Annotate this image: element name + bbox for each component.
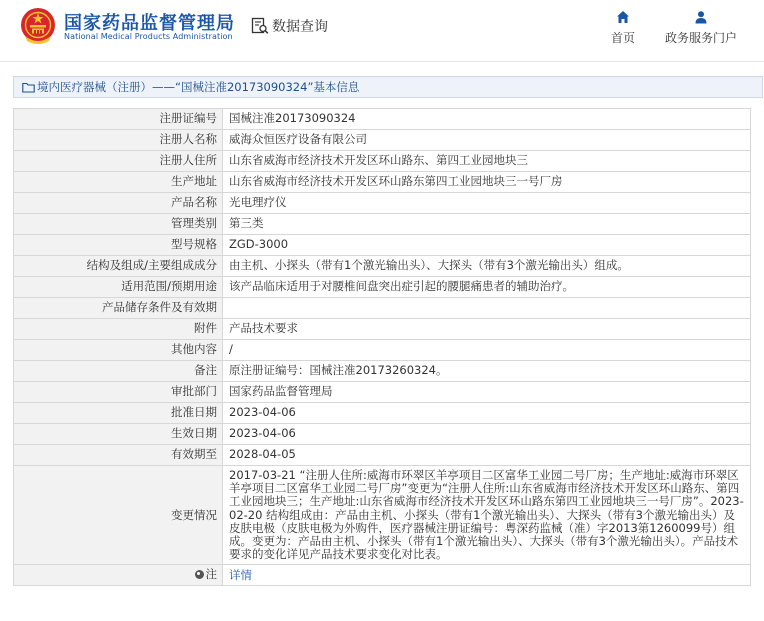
- field-value: 2028-04-05: [223, 445, 751, 466]
- table-row: [14, 109, 751, 130]
- home-icon: [616, 10, 630, 24]
- field-label: 变更情况: [14, 466, 223, 565]
- breadcrumb-text: 境内医疗器械（注册）——“国械注准20173090324”基本信息: [37, 80, 360, 94]
- changes-value: 2017-03-21 “注册人住所:威海市环翠区羊亭项目二区富华工业园二号厂房；生产地址:威海市环翠区羊亭项目二区富华工业园二号厂房”变更为“注册人住所:山东省威海市经济技术开发区环山路东、第四工业园地块三；生产地址:山东省威海市经济技术开发区环山路东第四工业园地块三一号厂房”。2023-02-20 结构组成由：产品由主机、小探头（带有1个激光输出头）、大探头（带有3个激光输出头）及皮肤电极（皮肤电极为外购件，医疗器械注册证编号：粤深药监械（准）字2013第1260099号）组成。变更为：产品由主机、小探头（带有1个激光输出头）、大探头（带有3个激光输出头）。产品技术要求的变化详见产品技术要求变化对比表。: [223, 466, 751, 565]
- field-label: 型号规格: [14, 235, 223, 256]
- field-value: 2023-04-06: [223, 403, 751, 424]
- field-value: [223, 298, 751, 319]
- nav-home[interactable]: [611, 10, 635, 46]
- table-row: [14, 403, 751, 424]
- breadcrumb: [13, 76, 763, 98]
- field-label: 注册证编号: [14, 109, 223, 130]
- field-value: 山东省威海市经济技术开发区环山路东第四工业园地块三一号厂房: [223, 172, 751, 193]
- field-label: 管理类别: [14, 214, 223, 235]
- table-row: [14, 235, 751, 256]
- table-row: [14, 445, 751, 466]
- field-value: 国械注准20173090324: [223, 109, 751, 130]
- table-row: [14, 319, 751, 340]
- table-row-changes: [14, 466, 751, 565]
- site-subtitle: National Medical Products Administration: [64, 32, 233, 41]
- table-row: [14, 382, 751, 403]
- document-search-icon: [251, 17, 269, 35]
- table-row: [14, 193, 751, 214]
- note-label-cell: [14, 565, 223, 586]
- site-header: [0, 0, 764, 62]
- table-row: [14, 256, 751, 277]
- table-row: [14, 277, 751, 298]
- table-row: [14, 130, 751, 151]
- field-value: 第三类: [223, 214, 751, 235]
- field-value: 光电理疗仪: [223, 193, 751, 214]
- field-value: 国家药品监督管理局: [223, 382, 751, 403]
- field-value: 2023-04-06: [223, 424, 751, 445]
- field-value: 该产品临床适用于对腰椎间盘突出症引起的腰腿痛患者的辅助治疗。: [223, 277, 751, 298]
- table-row: [14, 298, 751, 319]
- user-icon: [694, 10, 708, 24]
- field-label: 审批部门: [14, 382, 223, 403]
- table-row: [14, 424, 751, 445]
- note-label: [195, 568, 218, 581]
- site-title[interactable]: 国家药品监督管理局: [64, 13, 235, 34]
- note-label-text: 注: [205, 567, 217, 582]
- note-value-cell: [223, 565, 751, 586]
- field-label: 附件: [14, 319, 223, 340]
- field-value: 由主机、小探头（带有1个激光输出头）、大探头（带有3个激光输出头）组成。: [223, 256, 751, 277]
- data-query-text: 数据查询: [272, 19, 328, 35]
- field-label: 其他内容: [14, 340, 223, 361]
- folder-icon: [22, 82, 35, 93]
- table-row: [14, 361, 751, 382]
- nav-service-portal-label: 政务服务门户: [665, 31, 738, 45]
- nav-home-label: 首页: [611, 31, 636, 45]
- field-value: 原注册证编号：国械注准20173260324。: [223, 361, 751, 382]
- field-label: 产品名称: [14, 193, 223, 214]
- table-row-note: [14, 565, 751, 586]
- field-label: 批准日期: [14, 403, 223, 424]
- field-value: 山东省威海市经济技术开发区环山路东、第四工业园地块三: [223, 151, 751, 172]
- field-label: 注册人住所: [14, 151, 223, 172]
- table-row: [14, 214, 751, 235]
- field-label: 产品储存条件及有效期: [14, 298, 223, 319]
- field-label: 适用范围/预期用途: [14, 277, 223, 298]
- national-emblem-icon: [19, 6, 57, 46]
- table-row: [14, 340, 751, 361]
- field-label: 结构及组成/主要组成成分: [14, 256, 223, 277]
- field-label: 备注: [14, 361, 223, 382]
- field-value: ZGD-3000: [223, 235, 751, 256]
- data-query-label[interactable]: [251, 16, 328, 36]
- field-value: /: [223, 340, 751, 361]
- details-link[interactable]: 详情: [229, 567, 252, 582]
- table-row: [14, 151, 751, 172]
- field-label: 生效日期: [14, 424, 223, 445]
- lightbulb-icon: [195, 570, 204, 579]
- table-row: [14, 172, 751, 193]
- field-value: 威海众恒医疗设备有限公司: [223, 130, 751, 151]
- field-value: 产品技术要求: [223, 319, 751, 340]
- field-label: 有效期至: [14, 445, 223, 466]
- field-label: 注册人名称: [14, 130, 223, 151]
- detail-table: [13, 108, 751, 586]
- field-label: 生产地址: [14, 172, 223, 193]
- nav-service-portal[interactable]: [665, 10, 737, 46]
